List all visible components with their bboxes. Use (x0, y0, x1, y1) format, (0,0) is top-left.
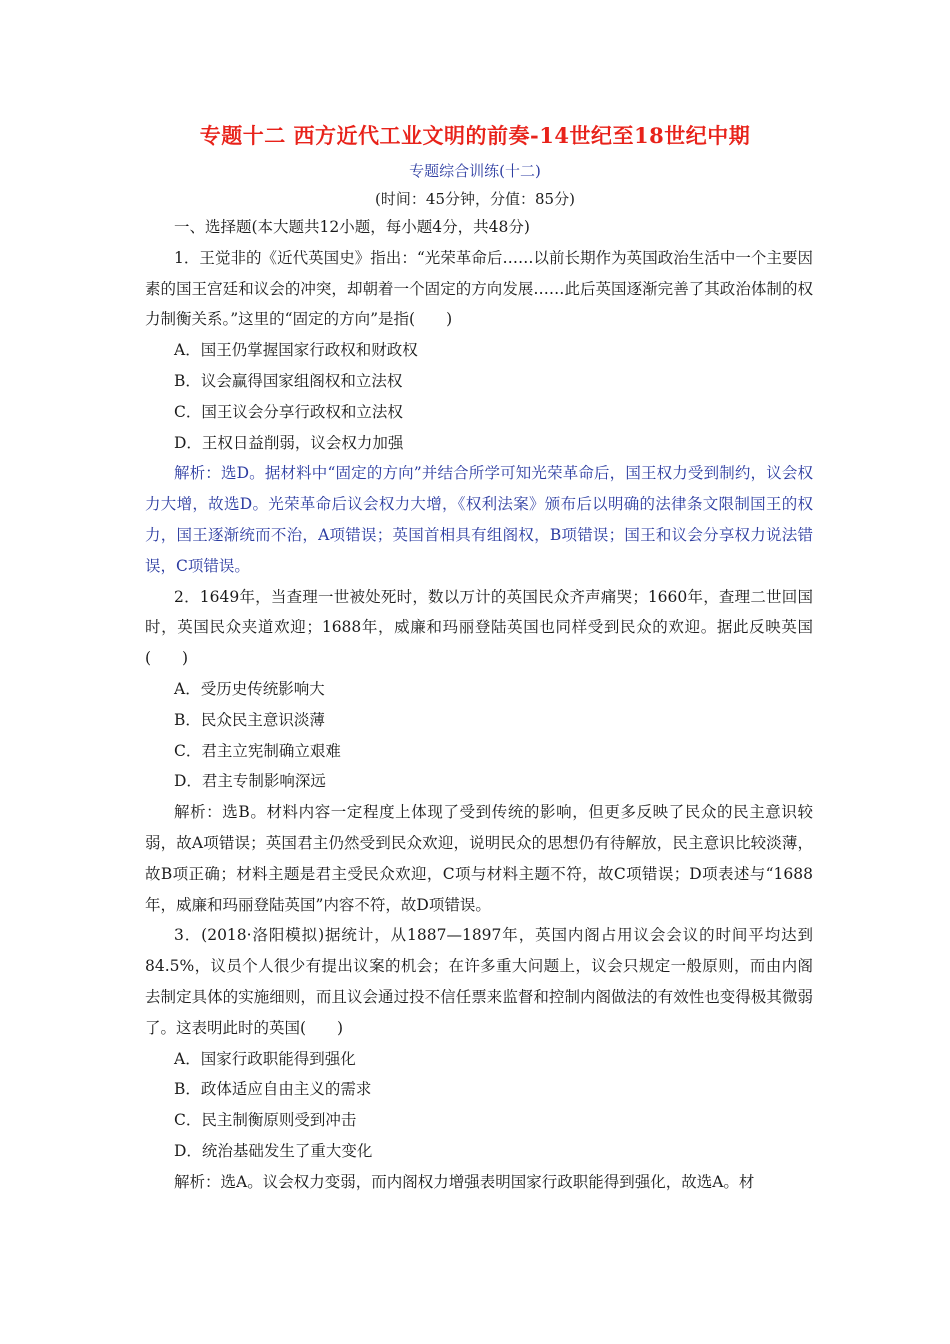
time-info: (时间：45分钟，分值：85分) (375, 190, 575, 208)
option-b: B．议会赢得国家组阁权和立法权 (174, 371, 403, 390)
option-d: D．王权日益削弱，议会权力加强 (174, 433, 404, 452)
question-2 (145, 582, 813, 921)
document-body (145, 212, 813, 1198)
answer-analysis: 解析：选A。议会权力变弱，而内阁权力增强表明国家行政职能得到强化，故选A。材 (174, 1172, 755, 1191)
option-c: C．君主立宪制确立艰难 (174, 741, 341, 760)
document-title: 专题十二 西方近代工业文明的前奏-14世纪至18世纪中期 (199, 123, 751, 148)
question-stem: 3．(2018·洛阳模拟)据统计，从1887—1897年，英国内阁占用议会会议的时间平均达到84.5%，议员个人很少有提出议案的机会；在许多重大问题上，议会只规定一般原则，而由内阁去制定具体的实施细则，而且议会通过投不信任票来监督和控制内阁做法的有效性也变得极其微弱了。这表明此时的英国( ) (145, 926, 813, 1037)
question-stem: 2．1649年，当查理一世被处死时，数以万计的英国民众齐声痛哭；1660年，查理二世回国时，英国民众夹道欢迎；1688年，威廉和玛丽登陆英国也同样受到民众的欢迎。据此反映英国( ) (145, 587, 813, 668)
option-a: A．国家行政职能得到强化 (174, 1049, 356, 1068)
option-a: A．受历史传统影响大 (174, 679, 325, 698)
question-stem: 1．王觉非的《近代英国史》指出：“光荣革命后……以前长期作为英国政治生活中一个主要因素的国王宫廷和议会的冲突，却朝着一个固定的方向发展……此后英国逐渐完善了其政治体制的权力制衡关系。”这里的“固定的方向”是指( ) (145, 248, 813, 329)
question-1 (145, 243, 813, 582)
option-b: B．民众民主意识淡薄 (174, 710, 325, 729)
answer-analysis: 解析：选D。据材料中“固定的方向”并结合所学可知光荣革命后，国王权力受到制约，议会权力大增，故选D。光荣革命后议会权力大增，《权利法案》颁布后以明确的法律条文限制国王的权力，国王逐渐统而不治，A项错误；英国首相具有组阁权，B项错误；国王和议会分享权力说法错误，C项错误。 (145, 464, 813, 575)
answer-analysis: 解析：选B。材料内容一定程度上体现了受到传统的影响，但更多反映了民众的民主意识较弱，故A项错误；英国君主仍然受到民众欢迎，说明民众的思想仍有待解放，民主意识比较淡薄，故B项正确；材料主题是君主受民众欢迎，C项与材料主题不符，故C项错误；D项表述与“1688年，威廉和玛丽登陆英国”内容不符，故D项错误。 (145, 803, 813, 914)
option-b: B．政体适应自由主义的需求 (174, 1080, 372, 1099)
option-c: C．国王议会分享行政权和立法权 (174, 402, 403, 421)
question-3 (145, 920, 813, 1197)
option-d: D．统治基础发生了重大变化 (174, 1141, 373, 1160)
option-a: A．国王仍掌握国家行政权和财政权 (174, 341, 418, 360)
section-heading: 一、选择题(本大题共12小题，每小题4分，共48分) (174, 218, 530, 236)
option-d: D．君主专制影响深远 (174, 772, 326, 791)
document-subtitle: 专题综合训练(十二) (409, 162, 541, 180)
option-c: C．民主制衡原则受到冲击 (174, 1111, 357, 1130)
